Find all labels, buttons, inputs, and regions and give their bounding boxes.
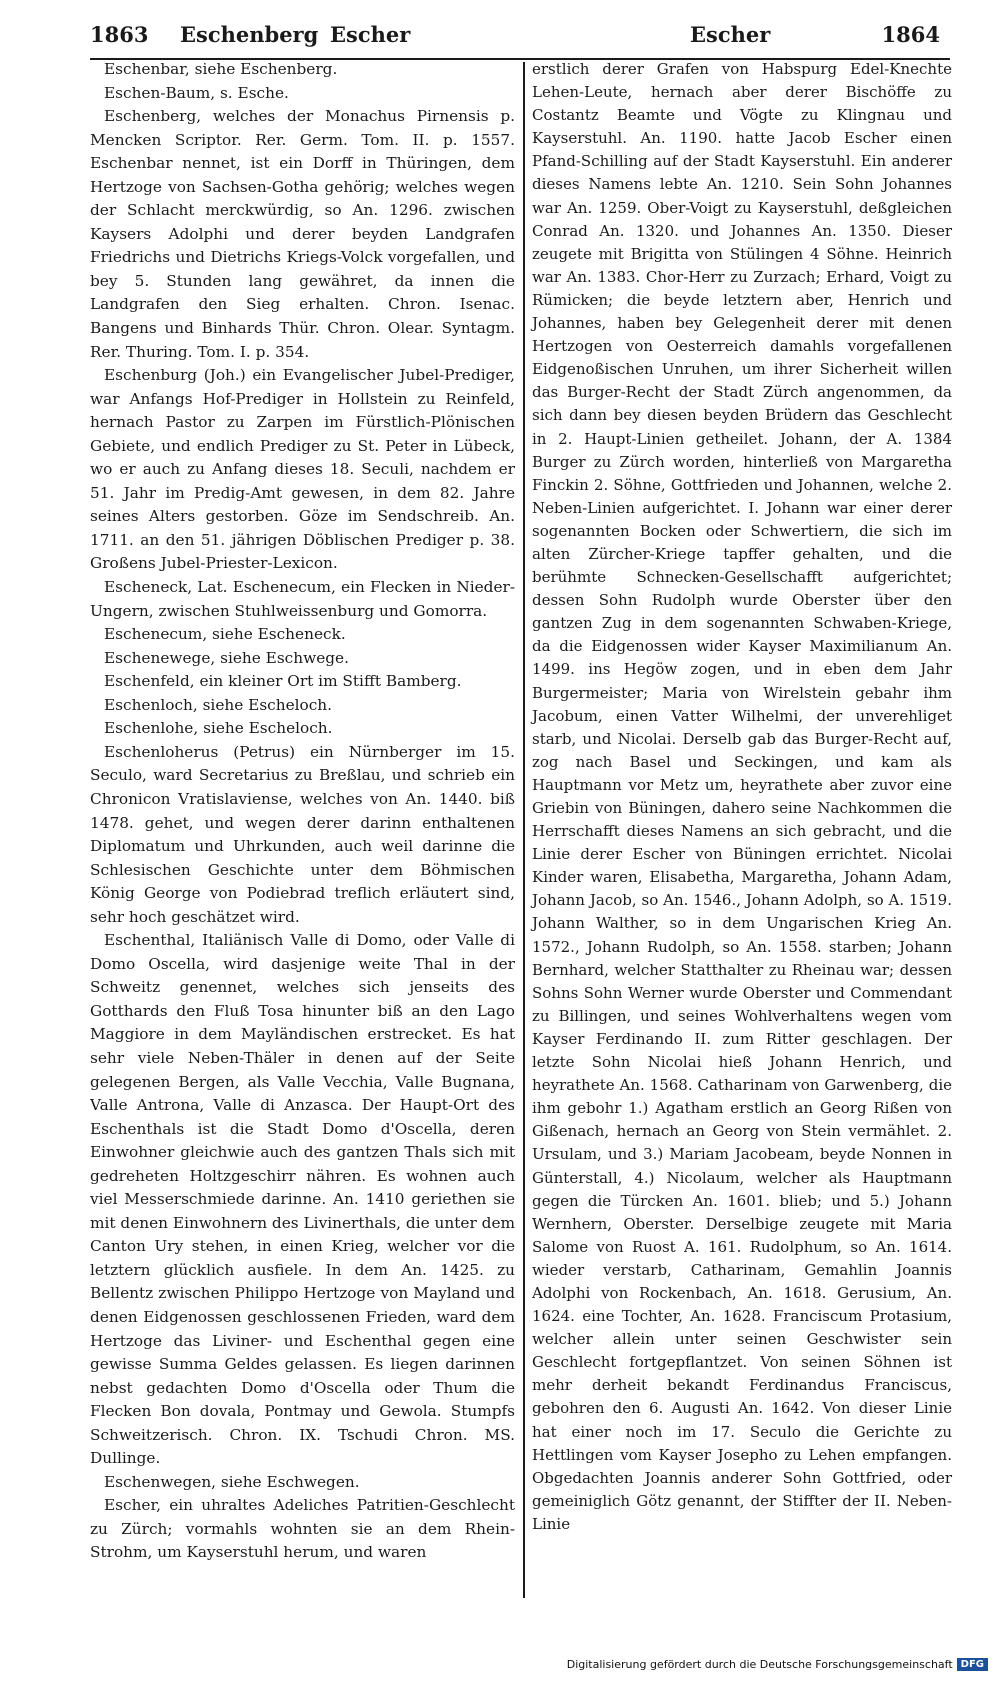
digitization-footer [567,1658,988,1671]
entry-eschenlohe: Eschenlohe, siehe Escheloch. [104,719,333,738]
entry-eschenewege: Eschenewege, siehe Eschwege. [104,648,349,667]
left-column [90,58,515,1565]
entry-eschen-baum: Eschen-Baum, s. Esche. [104,83,289,102]
entry-eschenloherus: Eschenloherus (Petrus) ein Nürnberger im 15. Seculo, ward Secretarius zu Breßlau, und schrieb ein Chronicon Vratislaviense, welches von An. 1440. biß 1478. gehet, und wegen derer darinn enthaltenen Diplomatum und Uhrkunden, auch weil darinne die Schlesischen Geschichte unter dem Böhmischen König George von Podiebrad treflich erläutert sind, sehr hoch geschätzet wird. [90,742,515,926]
page-number-left: 1863 [90,22,149,47]
entry-eschenfeld: Eschenfeld, ein kleiner Ort im Stifft Bamberg. [104,672,462,691]
column-divider [523,62,525,1598]
header-keyword-left-1: Eschenberg [180,22,319,47]
entry-eschenburg: Eschenburg (Joh.) ein Evangelischer Jubel-Prediger, war Anfangs Hof-Prediger in Hollstein zu Reinfeld, hernach Pastor zu Zarpen im Fürstlich-Plönischen Gebiete, und endlich Prediger zu St. Peter in Lübeck, wo er auch zu Anfang dieses 18. Seculi, nachdem er 51. Jahr im Predig-Amt gewesen, in dem 82. Jahre seines Alters gestorben. Göze im Sendschreib. An. 1711. an den 51. jährigen Döblischen Prediger p. 38. Großens Jubel-Priester-Lexicon. [90,366,515,573]
page-number-right: 1864 [881,22,940,47]
entry-eschenthal: Eschenthal, Italiänisch Valle di Domo, oder Valle di Domo Oscella, wird dasjenige weite Thal in der Schweitz genennet, welches sich jenseits des Gotthards den Fluß Tosa hinunter biß an den Lago Maggiore in dem Mayländischen erstrecket. Es hat sehr viele Neben-Thäler in denen auf der Seite gelegenen Bergen, als Valle Vecchia, Valle Bugnana, Valle Antrona, Valle di Anzasca. Der Haupt-Ort des Eschenthals ist die Stadt Domo d'Oscella, deren Einwohner gleichwie auch des gantzen Thals sich mit gedreheten Holtzgeschirr nähren. Es wohnen auch viel Messerschmiede darinne. An. 1410 geriethen sie mit denen Einwohnern des Livinerthals, die unter dem Canton Ury stehen, in einen Krieg, welcher vor die letztern glücklich ausfiele. In dem An. 1425. zu Bellentz zwischen Philippo Hertzoge von Mayland und denen Eidgenossen geschlossenen Frieden, ward dem Hertzoge das Liviner- und Eschenthal gegen eine gewisse Summa Geldes gelassen. Es liegen darinnen nebst gedachten Domo d'Oscella oder Thum die Flecken Bon dovala, Pontmay und Gewola. Stumpfs Schweitzerisch. Chron. IX. Tschudi Chron. MS. Dullinge. [90,931,515,1468]
entry-escher: Escher, ein uhraltes Adeliches Patritien-Geschlecht zu Zürch; vormahls wohnten sie an dem Rhein-Strohm, um Kayserstuhl herum, und waren [90,1496,515,1562]
entry-eschenberg: Eschenberg, welches der Monachus Pirnensis p. Mencken Scriptor. Rer. Germ. Tom. II. p. 1557. Eschenbar nennet, ist ein Dorff in Thüringen, dem Hertzoge von Sachsen-Gotha gehörig; welches wegen der Schlacht merckwürdig, so An. 1296. zwischen Kaysers Adolphi und derer beyden Landgrafen Friedrichs und Dietrichs Kriegs-Volck vorgefallen, und bey 5. Stunden lang gewähret, da innen die Landgrafen den Sieg erhalten. Chron. Isenac. Bangens und Binhards Thür. Chron. Olear. Syntagm. Rer. Thuring. Tom. I. p. 354. [90,107,515,361]
entry-eschenecum: Eschenecum, siehe Escheneck. [104,625,346,644]
header-keyword-right: Escher [690,22,771,47]
page-header [90,22,940,52]
right-column [532,58,952,1536]
entry-escheneck: Escheneck, Lat. Eschenecum, ein Flecken in Nieder-Ungern, zwischen Stuhlweissenburg und Gomorra. [90,578,515,620]
entry-escher-continued: erstlich derer Grafen von Habspurg Edel-Knechte Lehen-Leute, hernach aber derer Bischöffe zu Costantz Beamte und Vögte zu Klingnau und Kayserstuhl. An. 1190. hatte Jacob Escher einen Pfand-Schilling auf der Stadt Kayserstuhl. Ein anderer dieses Namens lebte An. 1210. Sein Sohn Johannes war An. 1259. Ober-Voigt zu Kayserstuhl, deßgleichen Conrad An. 1320. und Johannes An. 1350. Dieser zeugete mit Brigitta von Stülingen 4 Söhne. Heinrich war An. 1383. Chor-Herr zu Zurzach; Erhard, Voigt zu Rümicken; die beyde letztern aber, Henrich und Johannes, haben bey Gelegenheit derer mit denen Hertzogen von Oesterreich damahls vorgefallenen Eidgenoßischen Unruhen, um ihrer Sicherheit willen das Burger-Recht der Stadt Zürch angenommen, da sich dann bey diesen beyden Brüdern das Geschlecht in 2. Haupt-Linien getheilet. Johann, der A. 1384 Burger zu Zürch worden, hinterließ von Margaretha Finckin 2. Söhne, Gottfrieden und Johannen, welche 2. Neben-Linien aufgerichtet. I. Johann war einer derer sogenannten Bocken oder Schwertiern, die sich im alten Zürcher-Kriege tapffer gehalten, und die berühmte Schnecken-Gesellschafft aufgerichtet; dessen Sohn Rudolph wurde Oberster über den gantzen Zug in dem sogenannten Schwaben-Kriege, da die Eidgenossen wider Kayser Maximilianum An. 1499. ins Hegöw zogen, und in eben dem Jahr Burgermeister; Maria von Wirelstein gebahr ihm Jacobum, einen Vatter Wilhelmi, der unverehliget starb, und Nicolai. Derselb gab das Burger-Recht auf, zog nach Basel und Seckingen, und kam als Hauptmann vor Metz um, heyrathete aber zuvor eine Griebin von Büningen, dahero seine Nachkommen die Herrschafft dieses Namens an sich gebracht, und die Linie derer Escher von Büningen errichtet. Nicolai Kinder waren, Elisabetha, Margaretha, Johann Adam, Johann Jacob, so An. 1546., Johann Adolph, so A. 1519. Johann Walther, so in dem Ungarischen Krieg An. 1572., Johann Rudolph, so An. 1558. starben; Johann Bernhard, welcher Statthalter zu Rheinau war; dessen Sohns Sohn Werner wurde Oberster und Commendant zu Billingen, und seines Wohlverhaltens wegen vom Kayser Ferdinando II. zum Ritter geschlagen. Der letzte Sohn Nicolai hieß Johann Henrich, und heyrathete An. 1568. Catharinam von Garwenberg, die ihm gebohr 1.) Agatham erstlich an Georg Rißen von Gißenach, hernach an Georg von Stein vermählet. 2. Ursulam, und 3.) Mariam Jacobeam, beyde Nonnen in Günterstall, 4.) Nicolaum, welcher als Hauptmann gegen die Türcken An. 1601. blieb; und 5.) Johann Wernhern, Oberster. Derselbige zeugete mit Maria Salome von Ruost A. 161. Rudolphum, so An. 1614. wieder verstarb, Catharinam, Gemahlin Joannis Adolphi von Rockenbach, An. 1618. Gerusium, An. 1624. eine Tochter, An. 1628. Franciscum Protasium, welcher allein unter seinen Geschwister sein Geschlecht fortgepflantzet. Von seinen Söhnen ist mehr derheit bekandt Ferdinandus Franciscus, gebohren den 6. Augusti An. 1642. Von dieser Linie hat einer noch im 17. Seculo die Gerichte zu Hettlingen vom Kayser Josepho zu Lehen empfangen. Obgedachten Joannis anderer Sohn Gottfried, oder gemeiniglich Götz genannt, der Stiffter der II. Neben-Linie [532,60,952,1533]
header-keyword-left-2: Escher [330,22,411,47]
entry-eschenloch: Eschenloch, siehe Escheloch. [104,695,333,714]
entry-eschenbar: Eschenbar, siehe Eschenberg. [104,60,338,78]
footer-text: Digitalisierung gefördert durch die Deutsche Forschungsgemeinschaft [566,1658,953,1671]
entry-eschenwegen: Eschenwegen, siehe Eschwegen. [104,1472,360,1491]
dfg-logo: DFG [957,1658,988,1671]
